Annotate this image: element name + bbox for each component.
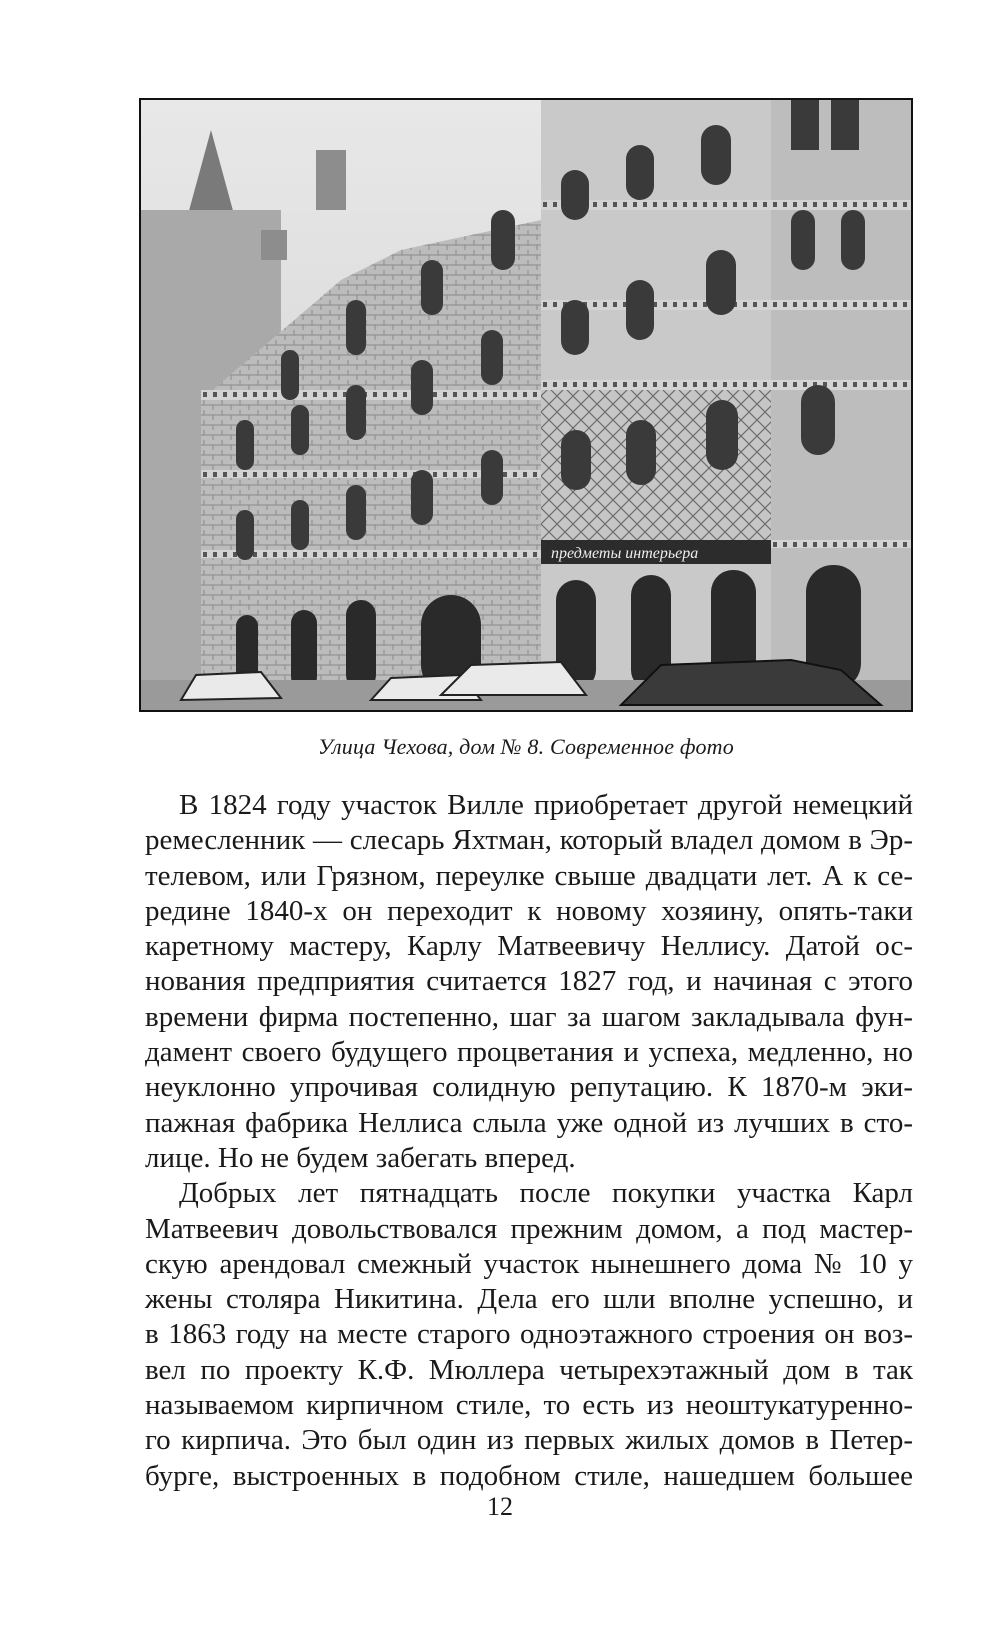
text-line: Матвеевич довольствовался прежним домом, а под мастер- — [145, 1212, 913, 1245]
text-line: дамент своего будущего процветания и успеха, медленно, но — [145, 1036, 913, 1069]
text-line: телевом, или Грязном, переулке свыше двадцати лет. А к се- — [145, 859, 913, 892]
paragraph — [145, 1176, 913, 1494]
main-text — [145, 788, 913, 1494]
text-line: пажная фабрика Неллиса слыла уже одной из лучших в сто- — [145, 1106, 913, 1139]
text-line: называемом кирпичном стиле, то есть из неоштукатуренно- — [145, 1389, 913, 1422]
text-line: В 1824 году участок Вилле приобретает другой немецкий — [179, 789, 913, 821]
figure-caption: Улица Чехова, дом № 8. Современное фото — [318, 734, 734, 759]
text-line: нования предприятия считается 1827 год, и начиная с этого — [145, 965, 913, 998]
text-line: Добрых лет пятнадцать после покупки участка Карл — [179, 1177, 913, 1210]
text-line: жены столяра Никитина. Дела его шли вполне успешно, и — [145, 1283, 913, 1316]
text-line: ремесленник — слесарь Яхтман, который владел домом в Эр- — [145, 824, 913, 857]
shop-sign-text: предметы интерьера — [551, 545, 699, 562]
building-photo — [139, 98, 913, 712]
text-line: неуклонно упрочивая солидную репутацию. К 1870-м эки- — [145, 1071, 913, 1104]
building-illustration — [141, 100, 911, 710]
text-line: го кирпича. Это был один из первых жилых домов в Петер- — [145, 1424, 913, 1457]
text-line: бурге, выстроенных в подобном стиле, нашедшем большее — [145, 1459, 913, 1492]
text-line: лице. Но не будем забегать вперед. — [145, 1141, 576, 1174]
paragraph — [145, 788, 913, 1176]
text-line: каретному мастеру, Карлу Матвеевичу Неллису. Датой ос- — [145, 930, 913, 963]
text-line: вел по проекту К.Ф. Мюллера четырехэтажный дом в так — [145, 1353, 913, 1386]
text-line: времени фирма постепенно, шаг за шагом закладывала фун- — [145, 1000, 913, 1033]
page-number: 12 — [487, 1492, 513, 1521]
text-line: скую арендовал смежный участок нынешнего дома № 10 у — [145, 1247, 913, 1280]
text-line: редине 1840-х он переходит к новому хозяину, опять-таки — [145, 894, 913, 927]
text-line: в 1863 году на месте старого одноэтажного строения он воз- — [145, 1318, 913, 1351]
